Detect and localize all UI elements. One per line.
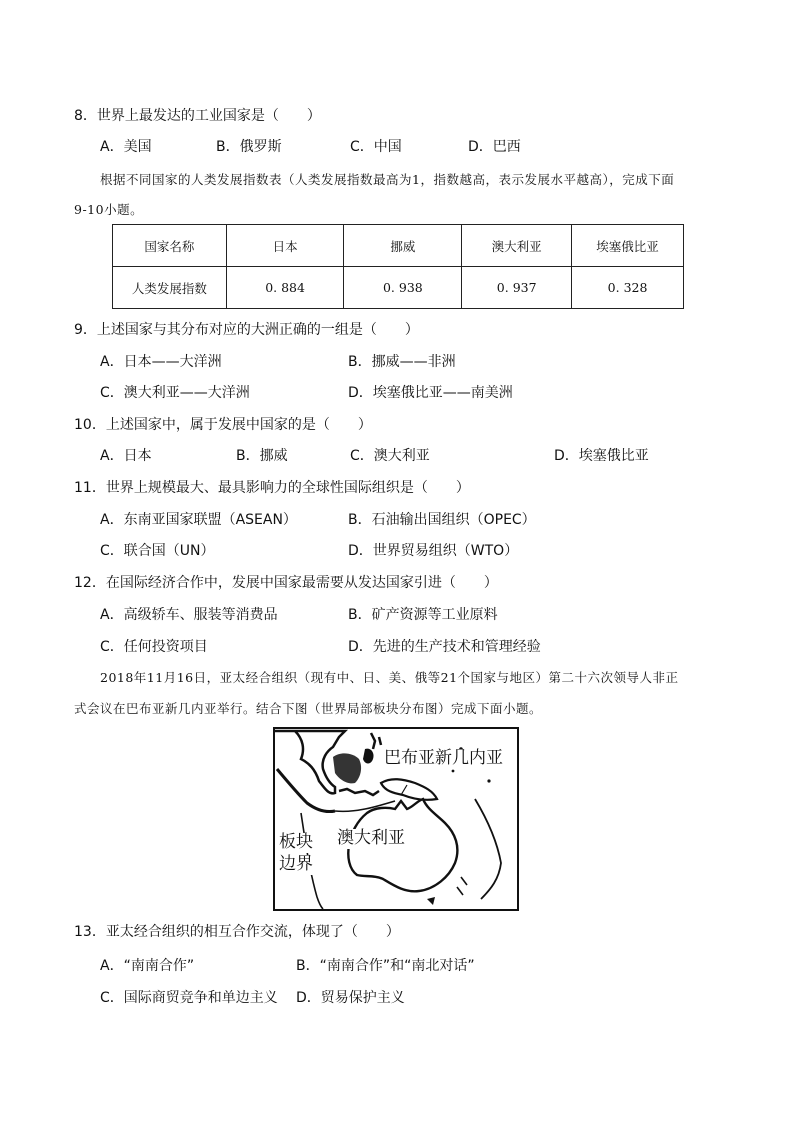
question-8-option-c: C．中国 — [350, 139, 402, 155]
question-13-option-d: D．贸易保护主义 — [296, 990, 405, 1006]
question-8-stem: 8．世界上最发达的工业国家是（ ） — [74, 108, 321, 124]
question-10-option-a: A．日本 — [100, 448, 152, 464]
table-header-cell: 国家名称 — [113, 225, 227, 267]
map-label-plate-boundary-2: 边界 — [279, 854, 313, 874]
question-13-stem: 13．亚太经合组织的相互合作交流，体现了（ ） — [74, 924, 400, 940]
question-9-option-c: C．澳大利亚——大洋洲 — [100, 385, 250, 401]
question-13-option-a: A．“南南合作” — [100, 958, 195, 974]
table-header-cell: 澳大利亚 — [462, 225, 572, 267]
table-header-cell: 日本 — [226, 225, 344, 267]
question-13-option-b: B．“南南合作”和“南北对话” — [296, 958, 475, 974]
question-8-option-d: D．巴西 — [468, 139, 521, 155]
table-cell: 0. 884 — [226, 267, 344, 309]
passage-hdi-line-2: 9-10小题。 — [74, 202, 144, 217]
question-12-option-d: D．先进的生产技术和管理经验 — [348, 639, 541, 655]
map-label-papua-new-guinea: 巴布亚新几内亚 — [384, 748, 503, 768]
question-10-option-b: B．挪威 — [236, 448, 288, 464]
question-11-stem: 11．世界上规模最大、最具影响力的全球性国际组织是（ ） — [74, 480, 470, 496]
question-12-option-b: B．矿产资源等工业原料 — [348, 607, 498, 623]
question-8-option-a: A．美国 — [100, 139, 152, 155]
question-12-option-c: C．任何投资项目 — [100, 639, 208, 655]
question-8-option-b: B．俄罗斯 — [216, 139, 282, 155]
table-cell: 人类发展指数 — [113, 267, 227, 309]
question-11-option-c: C．联合国（UN） — [100, 543, 215, 559]
question-12-stem: 12．在国际经济合作中，发展中国家最需要从发达国家引进（ ） — [74, 575, 498, 591]
table-cell: 0. 938 — [344, 267, 462, 309]
table-header-cell: 挪威 — [344, 225, 462, 267]
question-11-option-a: A．东南亚国家联盟（ASEAN） — [100, 512, 297, 528]
plate-distribution-map — [273, 727, 519, 911]
map-label-australia: 澳大利亚 — [337, 828, 405, 848]
question-9-option-d: D．埃塞俄比亚——南美洲 — [348, 385, 513, 401]
question-13-option-c: C．国际商贸竞争和单边主义 — [100, 990, 278, 1006]
table-header-cell: 埃塞俄比亚 — [572, 225, 684, 267]
question-10-stem: 10．上述国家中，属于发展中国家的是（ ） — [74, 417, 372, 433]
table-cell: 0. 937 — [462, 267, 572, 309]
question-9-option-a: A．日本——大洋洲 — [100, 354, 222, 370]
passage-hdi-line-1: 根据不同国家的人类发展指数表（人类发展指数最高为1，指数越高，表示发展水平越高），完成下面 — [100, 172, 675, 187]
hdi-table — [112, 224, 684, 309]
question-9-stem: 9．上述国家与其分布对应的大洲正确的一组是（ ） — [74, 322, 419, 338]
table-row — [113, 267, 684, 309]
passage-apec-line-2: 式会议在巴布亚新几内亚举行。结合下图（世界局部板块分布图）完成下面小题。 — [74, 701, 543, 716]
table-header-row — [113, 225, 684, 267]
passage-apec-line-1: 2018年11月16日，亚太经合组织（现有中、日、美、俄等21个国家与地区）第二十六次领导人非正 — [100, 670, 679, 685]
question-9-option-b: B．挪威——非洲 — [348, 354, 456, 370]
question-10-option-d: D．埃塞俄比亚 — [554, 448, 649, 464]
question-11-option-d: D．世界贸易组织（WTO） — [348, 543, 519, 559]
map-label-plate-boundary-1: 板块 — [279, 832, 313, 852]
question-12-option-a: A．高级轿车、服装等消费品 — [100, 607, 278, 623]
question-11-option-b: B．石油输出国组织（OPEC） — [348, 512, 536, 528]
question-10-option-c: C．澳大利亚 — [350, 448, 430, 464]
table-cell: 0. 328 — [572, 267, 684, 309]
